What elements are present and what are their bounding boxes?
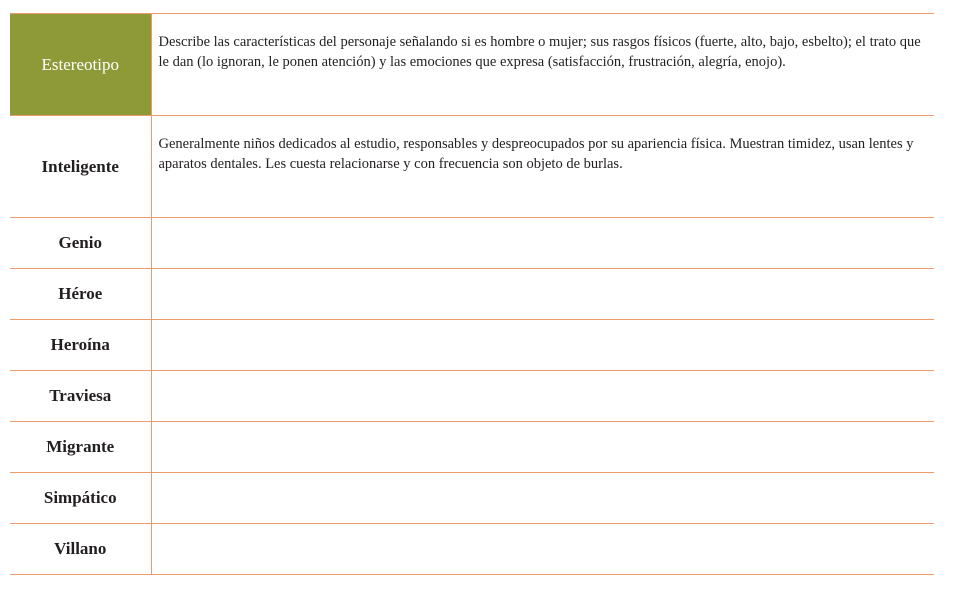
table-row-genio [10,218,934,269]
table-row-heroe [10,269,934,320]
row-label: Simpático [10,473,151,524]
header-description: Describe las características del personaje señalando si es hombre o mujer; sus rasgos físicos (fuerte, alto, bajo, esbelto); el trato que le dan (lo ignoran, le ponen atención) y las emociones que expresa (satisfacción, frustración, alegría, enojo). [151,14,934,116]
header-label: Estereotipo [10,14,151,116]
row-description-field[interactable] [151,422,934,473]
row-label: Héroe [10,269,151,320]
row-label: Migrante [10,422,151,473]
row-description-field[interactable] [151,524,934,575]
row-label: Villano [10,524,151,575]
stereotype-worksheet [10,13,934,575]
table-row-villano [10,524,934,575]
row-description-field[interactable] [151,218,934,269]
table-row-heroina [10,320,934,371]
table-row-traviesa [10,371,934,422]
row-description: Generalmente niños dedicados al estudio, responsables y despreocupados por su apariencia física. Muestran timidez, usan lentes y aparatos dentales. Les cuesta relacionarse y con frecuencia son objeto de burlas. [151,116,934,218]
table-header-row [10,14,934,116]
table-row-simpatico [10,473,934,524]
row-description-field[interactable] [151,371,934,422]
row-description-field[interactable] [151,473,934,524]
table-row-migrante [10,422,934,473]
stereotype-table [10,13,934,575]
row-label: Inteligente [10,116,151,218]
table-row-inteligente [10,116,934,218]
row-label: Genio [10,218,151,269]
row-description-field[interactable] [151,269,934,320]
row-label: Heroína [10,320,151,371]
row-label: Traviesa [10,371,151,422]
row-description-field[interactable] [151,320,934,371]
